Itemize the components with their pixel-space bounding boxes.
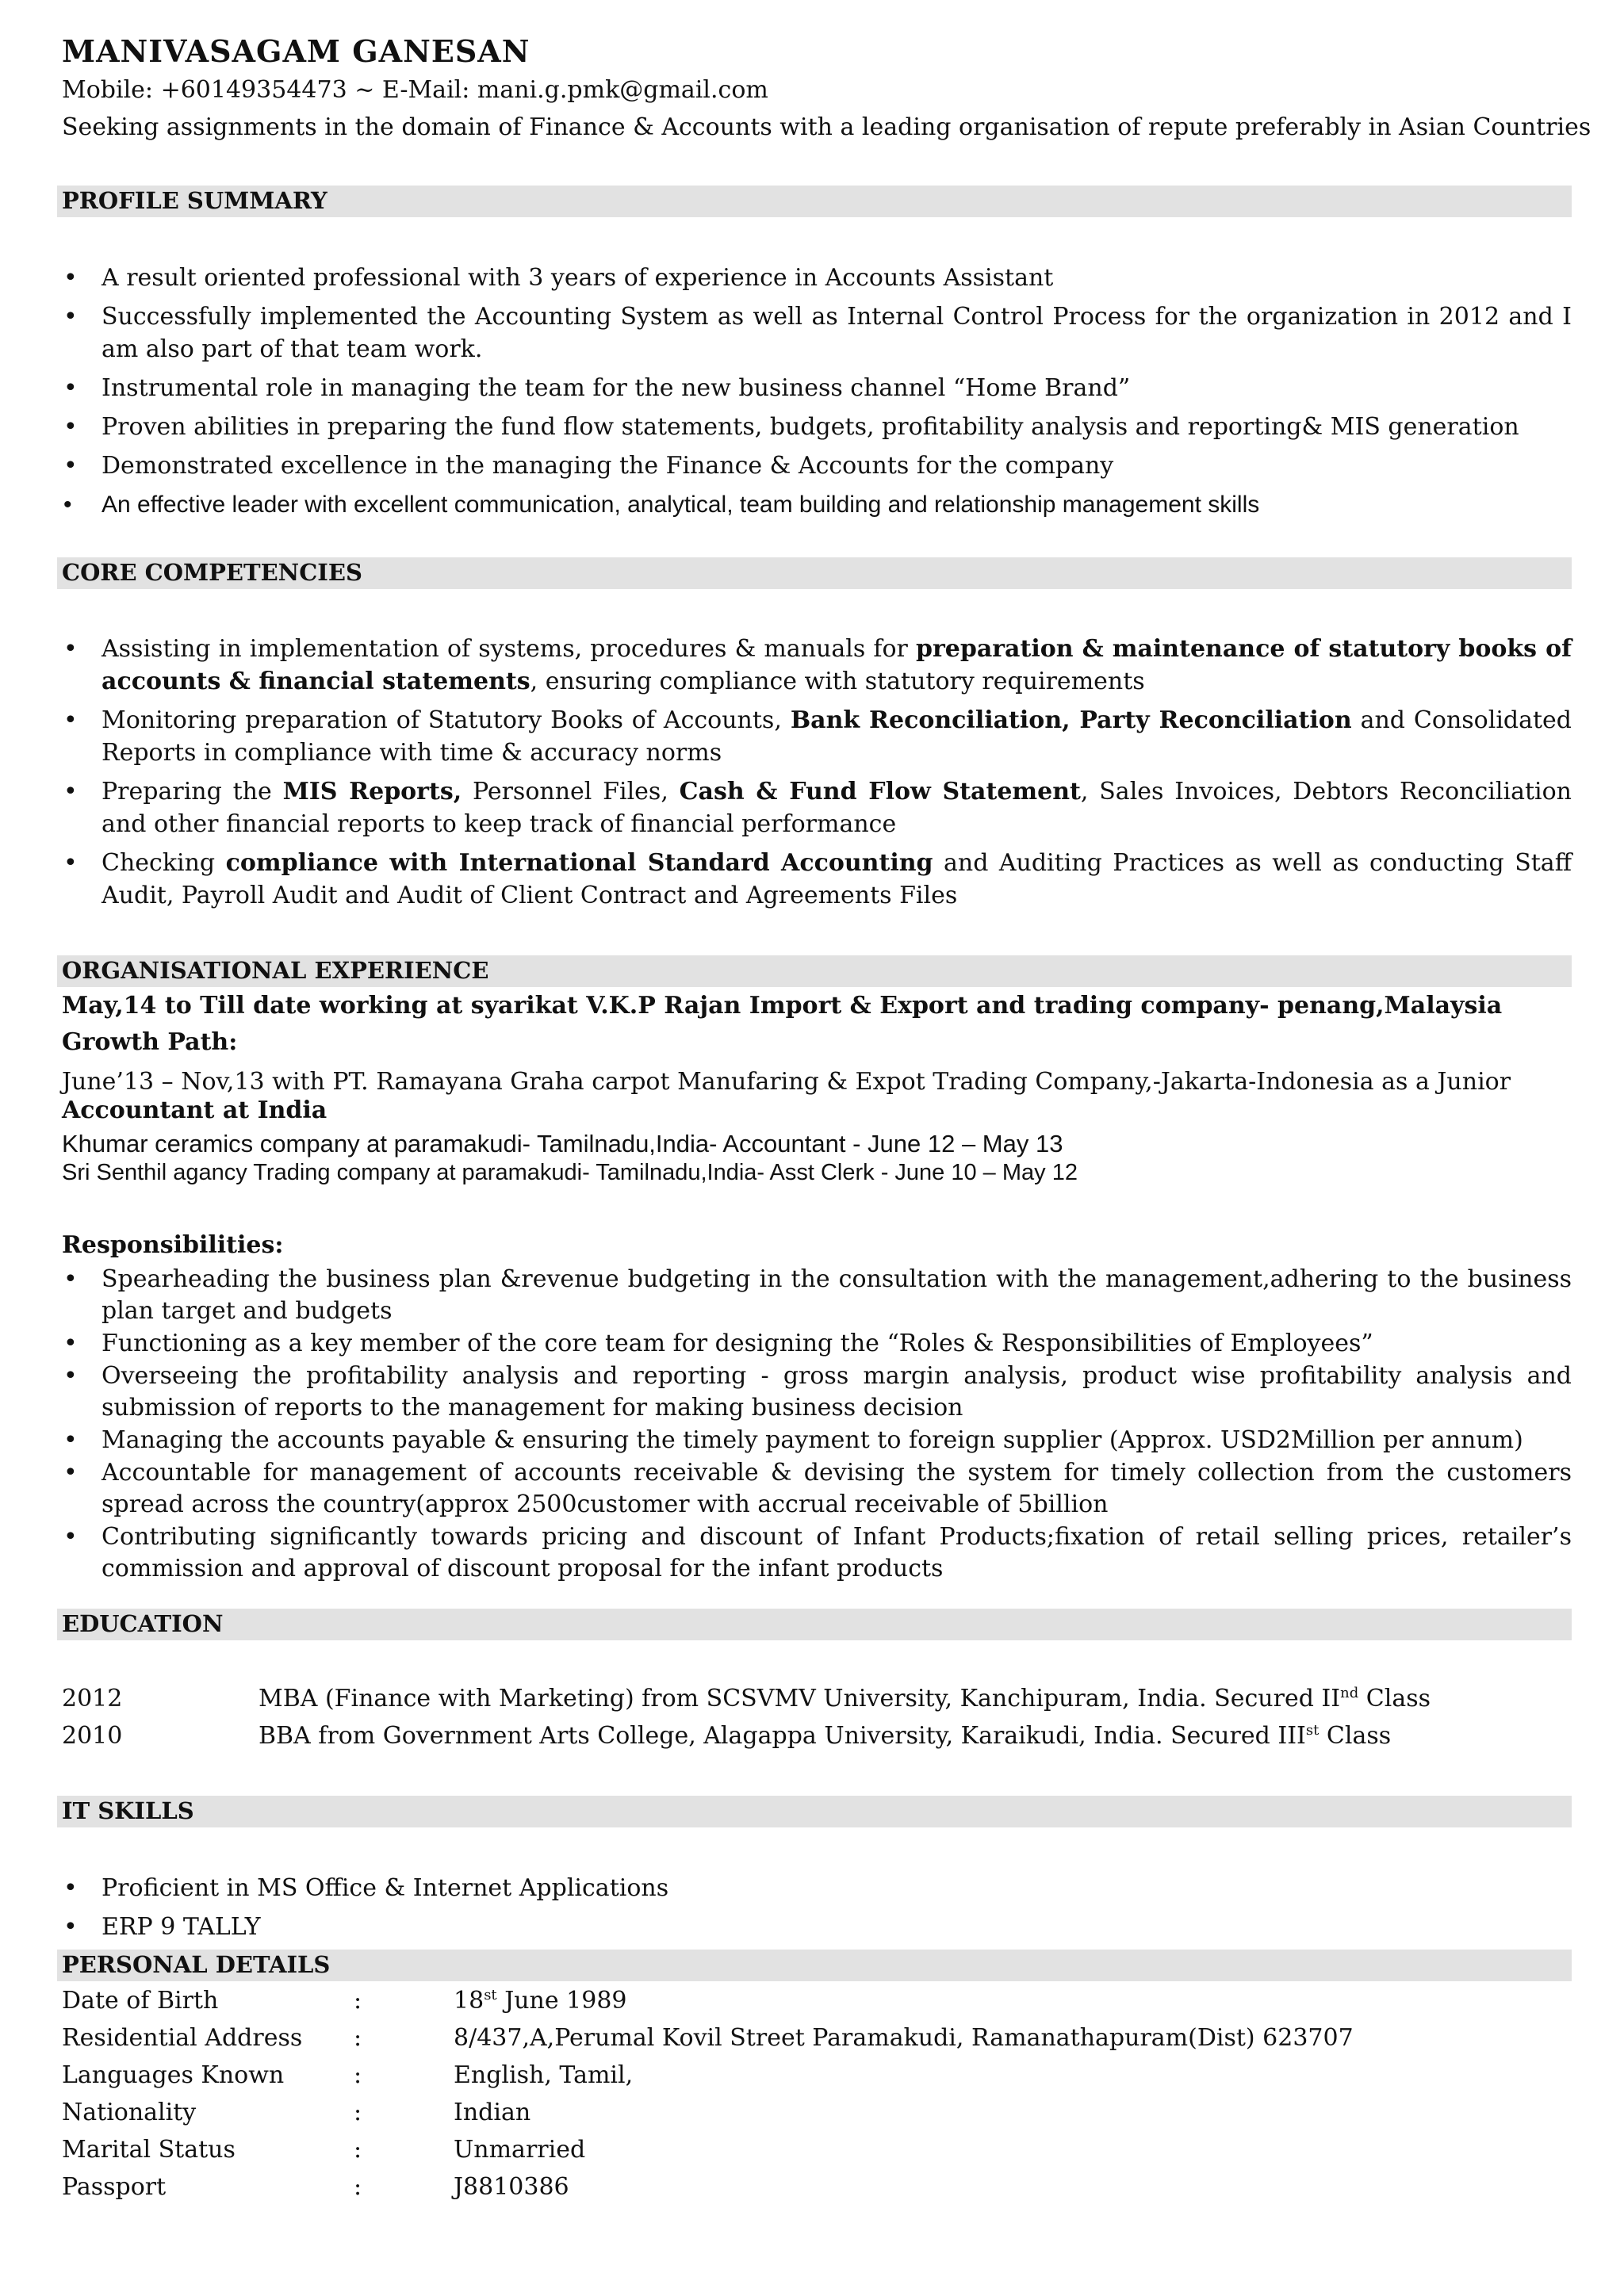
responsibilities-list bbox=[62, 1264, 1572, 1586]
list-item: • Assisting in implementation of systems, procedures & manuals for preparation & maintenance of statutory books of accounts & financial statements, ensuring compliance with statutory requirements bbox=[62, 633, 1572, 698]
list-item: • Monitoring preparation of Statutory Books of Accounts, Bank Reconciliation, Party Reconciliation and Consolidated Reports in compliance with time & accuracy norms bbox=[62, 704, 1572, 769]
list-item: • Functioning as a key member of the core team for designing the “Roles & Responsibilities of Employees” bbox=[62, 1328, 1572, 1360]
list-item: • Proven abilities in preparing the fund flow statements, budgets, profitability analysis and reporting& MIS generation bbox=[62, 411, 1572, 443]
list-item: • An effective leader with excellent communication, analytical, team building and relationship management skills bbox=[62, 488, 1572, 521]
personal-detail-row bbox=[62, 2061, 1568, 2093]
detail-label: Marital Status bbox=[62, 2136, 236, 2164]
list-item: • Contributing significantly towards pricing and discount of Infant Products;fixation of retail selling prices, retailer’s commission and approval of discount proposal for the infant products bbox=[62, 1521, 1572, 1585]
detail-label: Residential Address bbox=[62, 2024, 303, 2052]
personal-detail-row bbox=[62, 2024, 1568, 2056]
current-position: May,14 to Till date working at syarikat V.K.P Rajan Import & Export and trading company- penang,Malaysia bbox=[62, 992, 1503, 1020]
section-bar-personal-details bbox=[57, 1950, 1572, 1981]
list-item: • Accountable for management of accounts receivable & devising the system for timely collection from the customers spread across the country(approx 2500customer with accrual receivable of 5billion bbox=[62, 1457, 1572, 1521]
growth-path-entry-cont: Accountant at India bbox=[62, 1096, 327, 1124]
detail-separator: : bbox=[354, 2099, 362, 2126]
list-item: • Checking compliance with International Standard Accounting and Auditing Practices as well as conducting Staff Audit, Payroll Audit and Audit of Client Contract and Agreements Files bbox=[62, 847, 1572, 912]
detail-value: 18st June 1989 bbox=[454, 1987, 627, 2015]
section-heading: EDUCATION bbox=[62, 1610, 224, 1637]
section-heading: PERSONAL DETAILS bbox=[62, 1951, 331, 1978]
personal-detail-row bbox=[62, 2099, 1568, 2130]
list-item: • Proficient in MS Office & Internet Applications bbox=[62, 1872, 1572, 1904]
education-detail: BBA from Government Arts College, Alagappa University, Karaikudi, India. Secured IIIst Class bbox=[259, 1722, 1392, 1750]
list-item: • Successfully implemented the Accounting System as well as Internal Control Process for the organization in 2012 and I am also part of that team work. bbox=[62, 300, 1572, 365]
detail-label: Languages Known bbox=[62, 2061, 285, 2089]
list-item: • Overseeing the profitability analysis and reporting - gross margin analysis, product wise profitability analysis and submission of reports to the management for making business decision bbox=[62, 1360, 1572, 1424]
detail-separator: : bbox=[354, 1987, 362, 2015]
responsibilities-label: Responsibilities: bbox=[62, 1231, 284, 1259]
section-heading: PROFILE SUMMARY bbox=[62, 187, 327, 214]
education-detail: MBA (Finance with Marketing) from SCSVMV University, Kanchipuram, India. Secured IInd Class bbox=[259, 1685, 1431, 1712]
detail-value: English, Tamil, bbox=[454, 2061, 634, 2089]
personal-detail-row bbox=[62, 1987, 1568, 2019]
growth-path-label: Growth Path: bbox=[62, 1028, 238, 1056]
personal-detail-row bbox=[62, 2136, 1568, 2168]
list-item: • ERP 9 TALLY bbox=[62, 1911, 1572, 1943]
detail-separator: : bbox=[354, 2024, 362, 2052]
list-item: • Preparing the MIS Reports, Personnel Files, Cash & Fund Flow Statement, Sales Invoices, Debtors Reconciliation and other financial reports to keep track of financial performance bbox=[62, 775, 1572, 840]
section-bar-education bbox=[57, 1609, 1572, 1640]
section-bar-core-competencies bbox=[57, 557, 1572, 589]
list-item: • Instrumental role in managing the team for the new business channel “Home Brand” bbox=[62, 372, 1572, 404]
detail-value: J8810386 bbox=[454, 2173, 569, 2201]
education-year: 2010 bbox=[62, 1722, 123, 1750]
growth-path-entry: Khumar ceramics company at paramakudi- Tamilnadu,India- Accountant - June 12 – May 13 bbox=[62, 1130, 1063, 1158]
detail-value: 8/437,A,Perumal Kovil Street Paramakudi, Ramanathapuram(Dist) 623707 bbox=[454, 2024, 1354, 2052]
list-item: • Managing the accounts payable & ensuring the timely payment to foreign supplier (Approx. USD2Million per annum) bbox=[62, 1425, 1572, 1456]
detail-separator: : bbox=[354, 2173, 362, 2201]
section-heading: ORGANISATIONAL EXPERIENCE bbox=[62, 957, 489, 984]
detail-value: Indian bbox=[454, 2099, 531, 2126]
detail-label: Nationality bbox=[62, 2099, 197, 2126]
section-bar-profile-summary bbox=[57, 186, 1572, 217]
list-item: • Spearheading the business plan &revenue budgeting in the consultation with the management,adhering to the business plan target and budgets bbox=[62, 1264, 1572, 1327]
education-year: 2012 bbox=[62, 1685, 123, 1712]
growth-path-entry: June’13 – Nov,13 with PT. Ramayana Graha carpot Manufaring & Expot Trading Company,-Jakarta-Indonesia as a Junior bbox=[62, 1068, 1511, 1096]
detail-separator: : bbox=[354, 2136, 362, 2164]
list-item: • A result oriented professional with 3 years of experience in Accounts Assistant bbox=[62, 262, 1572, 294]
core-competencies-list bbox=[62, 633, 1572, 918]
objective-line: Seeking assignments in the domain of Finance & Accounts with a leading organisation of repute preferably in Asian Countries bbox=[62, 113, 1591, 141]
detail-value: Unmarried bbox=[454, 2136, 586, 2164]
section-bar-it-skills bbox=[57, 1796, 1572, 1827]
section-heading: CORE COMPETENCIES bbox=[62, 559, 362, 586]
personal-detail-row bbox=[62, 2173, 1568, 2205]
education-row bbox=[62, 1685, 1568, 1716]
detail-separator: : bbox=[354, 2061, 362, 2089]
section-bar-experience bbox=[57, 955, 1572, 987]
section-heading: IT SKILLS bbox=[62, 1797, 194, 1824]
candidate-name: MANIVASAGAM GANESAN bbox=[62, 33, 530, 69]
detail-label: Passport bbox=[62, 2173, 167, 2201]
list-item: • Demonstrated excellence in the managing the Finance & Accounts for the company bbox=[62, 450, 1572, 482]
growth-path-entry: Sri Senthil agancy Trading company at paramakudi- Tamilnadu,India- Asst Clerk - June 10 – May 12 bbox=[62, 1160, 1078, 1185]
contact-line: Mobile: +60149354473 ~ E-Mail: mani.g.pmk@gmail.com bbox=[62, 76, 768, 104]
profile-summary-list bbox=[62, 262, 1572, 527]
education-row bbox=[62, 1722, 1568, 1754]
it-skills-list bbox=[62, 1872, 1572, 1950]
detail-label: Date of Birth bbox=[62, 1987, 219, 2015]
